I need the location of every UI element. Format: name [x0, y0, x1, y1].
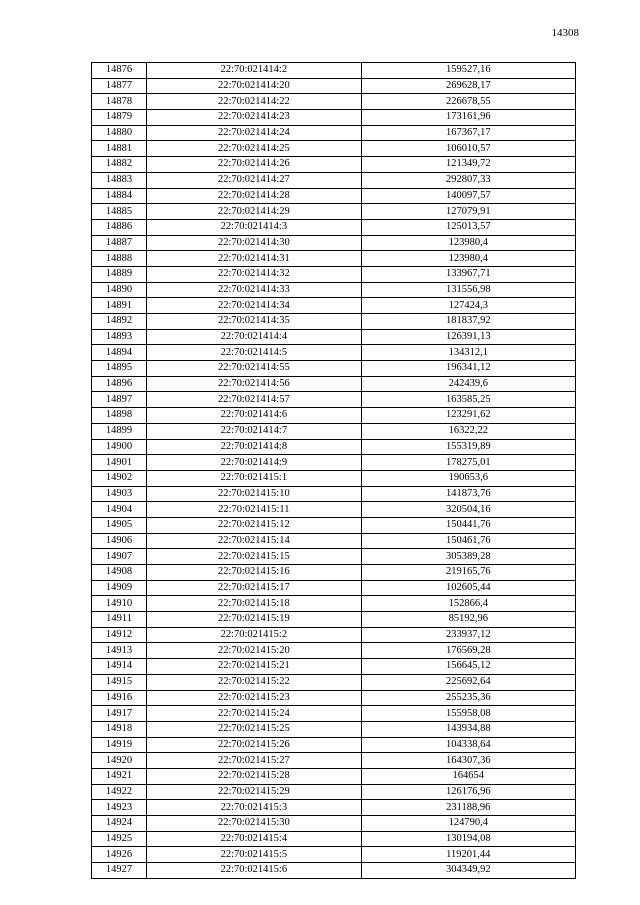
cadastral-value-cell: 181837,92: [361, 314, 575, 330]
row-number-cell: 14901: [92, 455, 147, 471]
row-number-cell: 14924: [92, 816, 147, 832]
cadastral-number-cell: 22:70:021415:24: [147, 706, 361, 722]
cadastral-value-cell: 16322,22: [361, 423, 575, 439]
table-body: [92, 63, 576, 879]
table-row: [92, 737, 576, 753]
cadastral-value-cell: 131556,98: [361, 282, 575, 298]
row-number-cell: 14922: [92, 784, 147, 800]
cadastral-value-cell: 225692,64: [361, 674, 575, 690]
cadastral-number-cell: 22:70:021415:1: [147, 470, 361, 486]
cadastral-value-cell: 126176,96: [361, 784, 575, 800]
cadastral-number-cell: 22:70:021415:2: [147, 627, 361, 643]
row-number-cell: 14909: [92, 580, 147, 596]
table-row: [92, 643, 576, 659]
cadastral-number-cell: 22:70:021415:27: [147, 753, 361, 769]
cadastral-number-cell: 22:70:021415:25: [147, 721, 361, 737]
row-number-cell: 14890: [92, 282, 147, 298]
cadastral-number-cell: 22:70:021414:30: [147, 235, 361, 251]
cadastral-number-cell: 22:70:021414:32: [147, 266, 361, 282]
table-row: [92, 627, 576, 643]
cadastral-number-cell: 22:70:021415:29: [147, 784, 361, 800]
row-number-cell: 14894: [92, 345, 147, 361]
cadastral-value-cell: 125013,57: [361, 219, 575, 235]
cadastral-number-cell: 22:70:021414:3: [147, 219, 361, 235]
cadastral-number-cell: 22:70:021415:19: [147, 612, 361, 628]
table-row: [92, 204, 576, 220]
table-row: [92, 141, 576, 157]
cadastral-number-cell: 22:70:021415:6: [147, 863, 361, 879]
row-number-cell: 14897: [92, 392, 147, 408]
table-row: [92, 784, 576, 800]
table-row: [92, 298, 576, 314]
cadastral-number-cell: 22:70:021415:21: [147, 659, 361, 675]
cadastral-value-cell: 133967,71: [361, 266, 575, 282]
cadastral-number-cell: 22:70:021414:27: [147, 172, 361, 188]
cadastral-value-cell: 102605,44: [361, 580, 575, 596]
table-row: [92, 612, 576, 628]
cadastral-value-cell: 292807,33: [361, 172, 575, 188]
row-number-cell: 14876: [92, 63, 147, 79]
row-number-cell: 14918: [92, 721, 147, 737]
cadastral-number-cell: 22:70:021415:11: [147, 502, 361, 518]
cadastral-number-cell: 22:70:021414:35: [147, 314, 361, 330]
cadastral-number-cell: 22:70:021414:25: [147, 141, 361, 157]
cadastral-number-cell: 22:70:021415:5: [147, 847, 361, 863]
table-row: [92, 706, 576, 722]
row-number-cell: 14895: [92, 361, 147, 377]
cadastral-number-cell: 22:70:021415:4: [147, 831, 361, 847]
cadastral-value-cell: 150461,76: [361, 533, 575, 549]
cadastral-value-cell: 176569,28: [361, 643, 575, 659]
row-number-cell: 14926: [92, 847, 147, 863]
table-row: [92, 517, 576, 533]
cadastral-number-cell: 22:70:021415:14: [147, 533, 361, 549]
cadastral-value-cell: 104338,64: [361, 737, 575, 753]
cadastral-value-cell: 155958,08: [361, 706, 575, 722]
table-row: [92, 110, 576, 126]
cadastral-value-cell: 164307,36: [361, 753, 575, 769]
cadastral-value-cell: 159527,16: [361, 63, 575, 79]
row-number-cell: 14915: [92, 674, 147, 690]
cadastral-value-cell: 127424,3: [361, 298, 575, 314]
cadastral-number-cell: 22:70:021414:7: [147, 423, 361, 439]
table-row: [92, 753, 576, 769]
table-row: [92, 831, 576, 847]
row-number-cell: 14927: [92, 863, 147, 879]
cadastral-value-cell: 123980,4: [361, 251, 575, 267]
cadastral-number-cell: 22:70:021414:23: [147, 110, 361, 126]
cadastral-value-cell: 134312,1: [361, 345, 575, 361]
cadastral-value-cell: 167367,17: [361, 125, 575, 141]
cadastral-number-cell: 22:70:021414:28: [147, 188, 361, 204]
row-number-cell: 14903: [92, 486, 147, 502]
table-row: [92, 565, 576, 581]
table-row: [92, 125, 576, 141]
table-row: [92, 63, 576, 79]
cadastral-value-cell: 143934,88: [361, 721, 575, 737]
cadastral-value-cell: 85192,96: [361, 612, 575, 628]
table-row: [92, 78, 576, 94]
row-number-cell: 14896: [92, 376, 147, 392]
cadastral-number-cell: 22:70:021415:3: [147, 800, 361, 816]
table-row: [92, 674, 576, 690]
row-number-cell: 14888: [92, 251, 147, 267]
cadastral-number-cell: 22:70:021414:2: [147, 63, 361, 79]
table-row: [92, 596, 576, 612]
cadastral-value-cell: 140097,57: [361, 188, 575, 204]
cadastral-number-cell: 22:70:021415:16: [147, 565, 361, 581]
cadastral-value-cell: 150441,76: [361, 517, 575, 533]
cadastral-number-cell: 22:70:021414:57: [147, 392, 361, 408]
table-row: [92, 580, 576, 596]
table-row: [92, 721, 576, 737]
row-number-cell: 14878: [92, 94, 147, 110]
row-number-cell: 14913: [92, 643, 147, 659]
table-row: [92, 800, 576, 816]
table-row: [92, 533, 576, 549]
cadastral-value-cell: 152866,4: [361, 596, 575, 612]
row-number-cell: 14921: [92, 768, 147, 784]
row-number-cell: 14892: [92, 314, 147, 330]
cadastral-number-cell: 22:70:021414:29: [147, 204, 361, 220]
cadastral-value-cell: 219165,76: [361, 565, 575, 581]
cadastral-value-cell: 178275,01: [361, 455, 575, 471]
row-number-cell: 14877: [92, 78, 147, 94]
cadastral-value-cell: 106010,57: [361, 141, 575, 157]
row-number-cell: 14916: [92, 690, 147, 706]
row-number-cell: 14891: [92, 298, 147, 314]
cadastral-number-cell: 22:70:021414:8: [147, 439, 361, 455]
cadastral-value-cell: 123980,4: [361, 235, 575, 251]
row-number-cell: 14911: [92, 612, 147, 628]
cadastral-number-cell: 22:70:021415:17: [147, 580, 361, 596]
row-number-cell: 14914: [92, 659, 147, 675]
cadastral-value-cell: 173161,96: [361, 110, 575, 126]
cadastral-number-cell: 22:70:021415:28: [147, 768, 361, 784]
cadastral-value-cell: 156645,12: [361, 659, 575, 675]
cadastral-value-cell: 231188,96: [361, 800, 575, 816]
cadastral-value-cell: 233937,12: [361, 627, 575, 643]
row-number-cell: 14887: [92, 235, 147, 251]
row-number-cell: 14900: [92, 439, 147, 455]
row-number-cell: 14917: [92, 706, 147, 722]
cadastral-number-cell: 22:70:021414:55: [147, 361, 361, 377]
cadastral-number-cell: 22:70:021415:10: [147, 486, 361, 502]
cadastral-value-cell: 226678,55: [361, 94, 575, 110]
cadastral-number-cell: 22:70:021414:6: [147, 408, 361, 424]
cadastral-number-cell: 22:70:021415:15: [147, 549, 361, 565]
cadastral-number-cell: 22:70:021415:12: [147, 517, 361, 533]
row-number-cell: 14908: [92, 565, 147, 581]
cadastral-number-cell: 22:70:021414:9: [147, 455, 361, 471]
table-row: [92, 455, 576, 471]
table-row: [92, 659, 576, 675]
cadastral-value-cell: 242439,6: [361, 376, 575, 392]
table-row: [92, 549, 576, 565]
cadastral-number-cell: 22:70:021414:33: [147, 282, 361, 298]
row-number-cell: 14904: [92, 502, 147, 518]
cadastral-number-cell: 22:70:021414:31: [147, 251, 361, 267]
cadastral-value-cell: 119201,44: [361, 847, 575, 863]
page-number: 14308: [551, 27, 579, 39]
table-row: [92, 690, 576, 706]
cadastral-number-cell: 22:70:021414:56: [147, 376, 361, 392]
table-row: [92, 486, 576, 502]
table-row: [92, 172, 576, 188]
cadastral-number-cell: 22:70:021415:20: [147, 643, 361, 659]
cadastral-value-cell: 121349,72: [361, 157, 575, 173]
cadastral-number-cell: 22:70:021415:22: [147, 674, 361, 690]
cadastral-value-table: [91, 62, 576, 879]
table-row: [92, 157, 576, 173]
row-number-cell: 14898: [92, 408, 147, 424]
row-number-cell: 14884: [92, 188, 147, 204]
table-row: [92, 502, 576, 518]
cadastral-number-cell: 22:70:021414:4: [147, 329, 361, 345]
table-row: [92, 251, 576, 267]
row-number-cell: 14886: [92, 219, 147, 235]
table-row: [92, 392, 576, 408]
row-number-cell: 14881: [92, 141, 147, 157]
cadastral-value-cell: 155319,89: [361, 439, 575, 455]
table-row: [92, 188, 576, 204]
table-row: [92, 423, 576, 439]
row-number-cell: 14883: [92, 172, 147, 188]
row-number-cell: 14906: [92, 533, 147, 549]
cadastral-value-cell: 130194,08: [361, 831, 575, 847]
cadastral-value-cell: 196341,12: [361, 361, 575, 377]
row-number-cell: 14920: [92, 753, 147, 769]
cadastral-number-cell: 22:70:021415:18: [147, 596, 361, 612]
cadastral-number-cell: 22:70:021415:26: [147, 737, 361, 753]
table-row: [92, 94, 576, 110]
cadastral-value-cell: 269628,17: [361, 78, 575, 94]
table-row: [92, 816, 576, 832]
cadastral-value-cell: 126391,13: [361, 329, 575, 345]
cadastral-value-cell: 320504,16: [361, 502, 575, 518]
row-number-cell: 14907: [92, 549, 147, 565]
cadastral-number-cell: 22:70:021414:20: [147, 78, 361, 94]
cadastral-number-cell: 22:70:021414:26: [147, 157, 361, 173]
cadastral-value-cell: 163585,25: [361, 392, 575, 408]
cadastral-value-cell: 127079,91: [361, 204, 575, 220]
row-number-cell: 14880: [92, 125, 147, 141]
row-number-cell: 14889: [92, 266, 147, 282]
table-row: [92, 470, 576, 486]
table-row: [92, 361, 576, 377]
cadastral-value-cell: 164654: [361, 768, 575, 784]
cadastral-value-cell: 305389,28: [361, 549, 575, 565]
table-row: [92, 266, 576, 282]
table-row: [92, 345, 576, 361]
row-number-cell: 14905: [92, 517, 147, 533]
row-number-cell: 14882: [92, 157, 147, 173]
row-number-cell: 14879: [92, 110, 147, 126]
table-row: [92, 439, 576, 455]
cadastral-value-cell: 190653,6: [361, 470, 575, 486]
cadastral-number-cell: 22:70:021414:34: [147, 298, 361, 314]
row-number-cell: 14923: [92, 800, 147, 816]
cadastral-value-cell: 255235,36: [361, 690, 575, 706]
cadastral-number-cell: 22:70:021415:30: [147, 816, 361, 832]
table-row: [92, 219, 576, 235]
cadastral-value-cell: 141873,76: [361, 486, 575, 502]
cadastral-number-cell: 22:70:021414:22: [147, 94, 361, 110]
table-row: [92, 376, 576, 392]
row-number-cell: 14910: [92, 596, 147, 612]
cadastral-number-cell: 22:70:021414:24: [147, 125, 361, 141]
table-row: [92, 847, 576, 863]
row-number-cell: 14925: [92, 831, 147, 847]
table-row: [92, 314, 576, 330]
cadastral-value-cell: 123291,62: [361, 408, 575, 424]
cadastral-value-cell: 304349,92: [361, 863, 575, 879]
cadastral-value-cell: 124790,4: [361, 816, 575, 832]
row-number-cell: 14885: [92, 204, 147, 220]
row-number-cell: 14912: [92, 627, 147, 643]
table-row: [92, 329, 576, 345]
table-row: [92, 408, 576, 424]
cadastral-number-cell: 22:70:021415:23: [147, 690, 361, 706]
cadastral-number-cell: 22:70:021414:5: [147, 345, 361, 361]
row-number-cell: 14902: [92, 470, 147, 486]
row-number-cell: 14899: [92, 423, 147, 439]
table-row: [92, 282, 576, 298]
row-number-cell: 14919: [92, 737, 147, 753]
table-row: [92, 235, 576, 251]
row-number-cell: 14893: [92, 329, 147, 345]
table-row: [92, 863, 576, 879]
table-row: [92, 768, 576, 784]
